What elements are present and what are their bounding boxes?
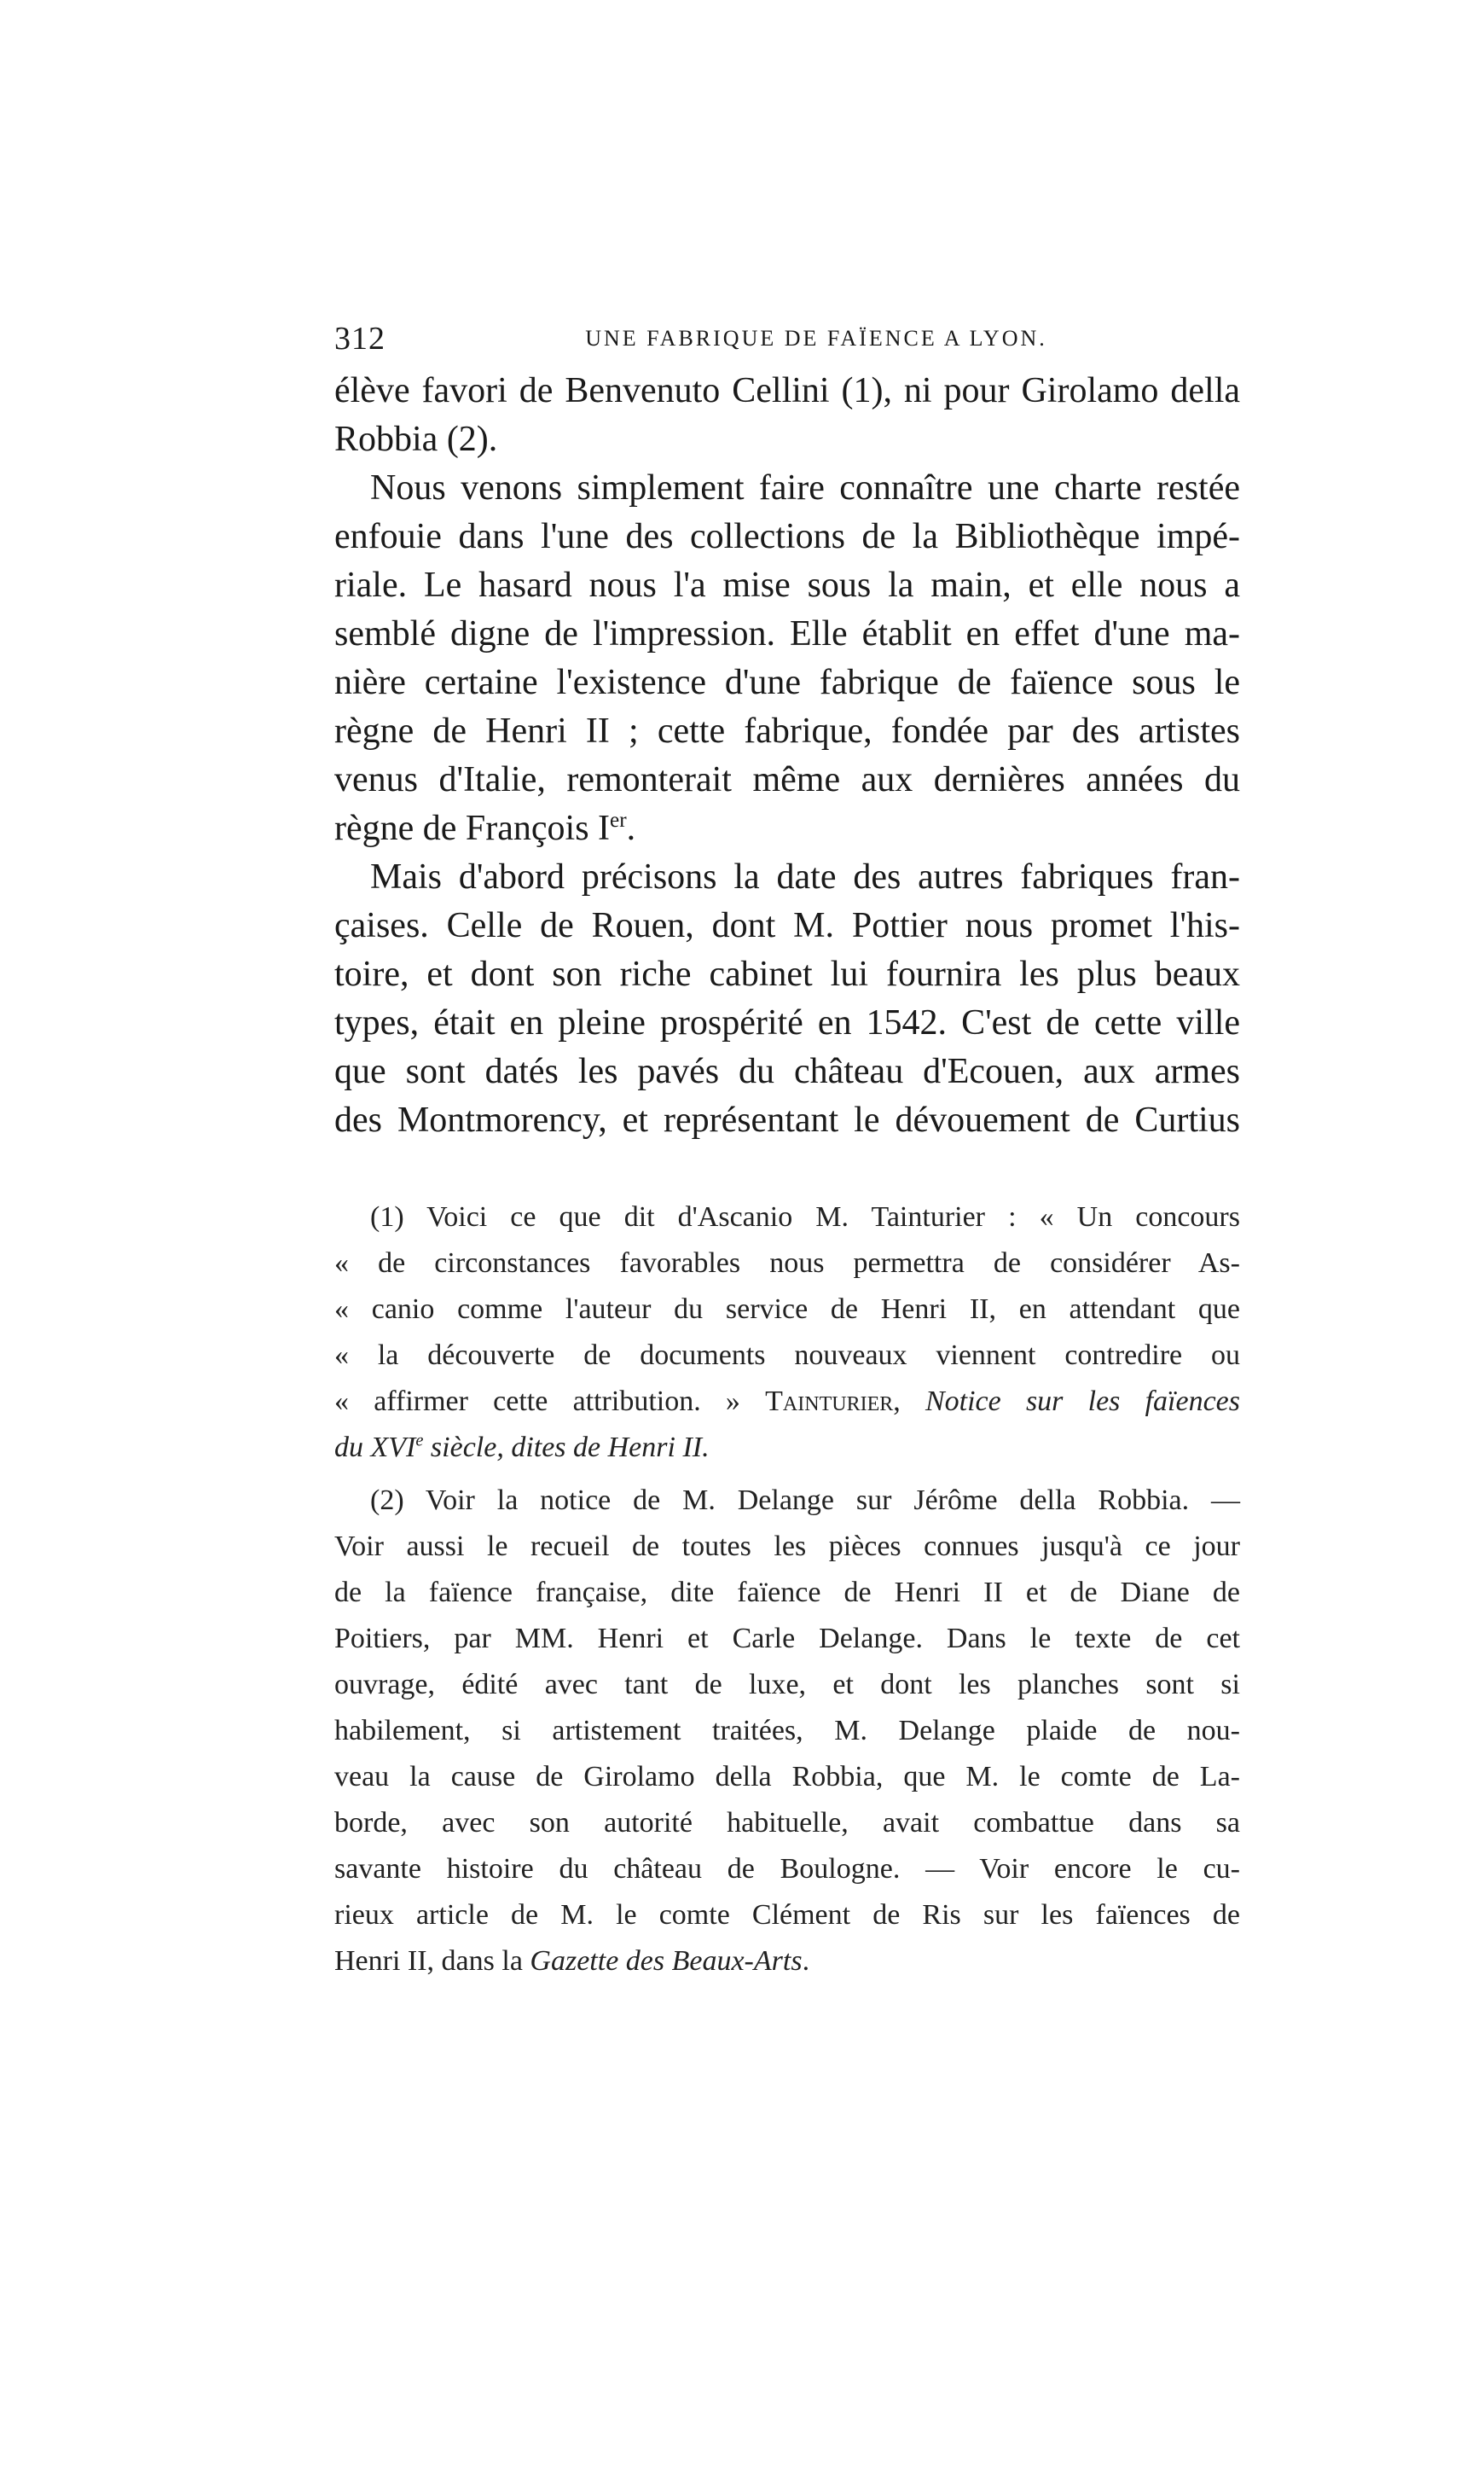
footnote-line	[334, 1754, 1240, 1800]
line-text: (1) Voici ce que dit d'Ascanio M. Tainturier : « Un concours	[370, 1201, 1240, 1233]
line-text: Nous venons simplement faire connaître une charte restée	[370, 468, 1240, 508]
line-text: borde, avec son autorité habituelle, avait combattue dans sa	[334, 1807, 1240, 1839]
line-text: enfouie dans l'une des collections de la Bibliothèque impé-	[334, 517, 1240, 556]
footnote-line	[334, 1379, 1240, 1425]
line-text: des Montmorency, et représentant le dévouement de Curtius	[334, 1101, 1240, 1140]
text-line	[334, 415, 1240, 464]
line-text: types, était en pleine prospérité en 1542. C'est de cette ville	[334, 1003, 1240, 1043]
line-text: Poitiers, par MM. Henri et Carle Delange. Dans le texte de cet	[334, 1623, 1240, 1654]
line-text: « affirmer cette attribution. »	[334, 1386, 766, 1417]
italic-text: siècle, dites de Henri II.	[423, 1432, 710, 1463]
footnote-line	[334, 1425, 1240, 1471]
text-line	[334, 561, 1240, 610]
line-text: « de circonstances favorables nous permettra de considérer As-	[334, 1247, 1240, 1279]
text-line	[334, 853, 1240, 902]
line-text: (2) Voir la notice de M. Delange sur Jérôme della Robbia. —	[370, 1484, 1240, 1516]
footnote-line	[334, 1478, 1240, 1524]
text-line	[334, 464, 1240, 513]
line-text: de la faïence française, dite faïence de Henri II et de Diane de	[334, 1577, 1240, 1608]
page-header	[334, 317, 1264, 360]
text-line	[334, 950, 1240, 999]
text-line	[334, 1096, 1240, 1145]
page-number: 312	[334, 321, 385, 357]
line-text: règne de Henri II ; cette fabrique, fondée par des artistes	[334, 712, 1240, 751]
paragraph-gap	[334, 1471, 1240, 1478]
italic-title: Notice sur les faïences	[925, 1386, 1240, 1417]
footnote-line	[334, 1524, 1240, 1570]
footnote-line	[334, 1800, 1240, 1846]
footnote-line	[334, 1616, 1240, 1662]
line-text: élève favori de Benvenuto Cellini (1), ni pour Girolamo della	[334, 371, 1240, 410]
italic-text: du XVI	[334, 1432, 416, 1463]
footnote-line	[334, 1287, 1240, 1333]
footnote-line	[334, 1333, 1240, 1379]
text-line	[334, 756, 1240, 805]
text-line	[334, 1048, 1240, 1096]
line-text: toire, et dont son riche cabinet lui fournira les plus beaux	[334, 955, 1240, 994]
line-text: habilement, si artistement traitées, M. Delange plaide de nou-	[334, 1715, 1240, 1746]
line-text: .	[802, 1945, 810, 1977]
line-text: ouvrage, édité avec tant de luxe, et dont les planches sont si	[334, 1669, 1240, 1700]
italic-title: Gazette des Beaux-Arts	[530, 1945, 803, 1977]
text-line	[334, 902, 1240, 950]
line-text: Robbia (2).	[334, 420, 498, 459]
footnote-line	[334, 1240, 1240, 1287]
text-line	[334, 999, 1240, 1048]
line-text: .	[626, 809, 636, 848]
line-text: rieux article de M. le comte Clément de Ris sur les faïences de	[334, 1899, 1240, 1931]
running-title: UNE FABRIQUE DE FAÏENCE A LYON.	[585, 326, 1047, 351]
line-text: veau la cause de Girolamo della Robbia, que M. le comte de La-	[334, 1761, 1240, 1792]
line-text: Voir aussi le recueil de toutes les pièces connues jusqu'à ce jour	[334, 1531, 1240, 1562]
line-text: semblé digne de l'impression. Elle établit en effet d'une ma-	[334, 614, 1240, 654]
line-text: règne de François I	[334, 809, 611, 848]
main-text	[334, 367, 1240, 1145]
line-text: nière certaine l'existence d'une fabrique de faïence sous le	[334, 663, 1240, 702]
footnote-line	[334, 1708, 1240, 1754]
text-line	[334, 513, 1240, 561]
line-text: riale. Le hasard nous l'a mise sous la main, et elle nous a	[334, 566, 1240, 605]
line-text: « la découverte de documents nouveaux viennent contredire ou	[334, 1339, 1240, 1371]
footnote-line	[334, 1938, 1240, 1984]
superscript: er	[610, 809, 627, 832]
line-text: çaises. Celle de Rouen, dont M. Pottier nous promet l'his-	[334, 906, 1240, 945]
superscript: e	[415, 1431, 424, 1450]
text-line	[334, 659, 1240, 707]
line-text: ,	[893, 1386, 925, 1417]
line-text: « canio comme l'auteur du service de Henri II, en attendant que	[334, 1293, 1240, 1325]
line-text: Henri II, dans la	[334, 1945, 530, 1977]
footnotes	[334, 1194, 1240, 1984]
line-text: savante histoire du château de Boulogne. — Voir encore le cu-	[334, 1853, 1240, 1885]
line-text: que sont datés les pavés du château d'Ecouen, aux armes	[334, 1052, 1240, 1091]
footnote-line	[334, 1570, 1240, 1616]
footnote-line	[334, 1194, 1240, 1240]
line-text: venus d'Italie, remonterait même aux dernières années du	[334, 760, 1240, 799]
author-name: Tainturier	[765, 1386, 894, 1417]
footnote-line	[334, 1846, 1240, 1892]
text-line	[334, 805, 1240, 853]
footnote-line	[334, 1892, 1240, 1938]
text-line	[334, 367, 1240, 415]
line-text: Mais d'abord précisons la date des autres fabriques fran-	[370, 857, 1240, 897]
text-line	[334, 610, 1240, 659]
footnote-line	[334, 1662, 1240, 1708]
text-line	[334, 707, 1240, 756]
